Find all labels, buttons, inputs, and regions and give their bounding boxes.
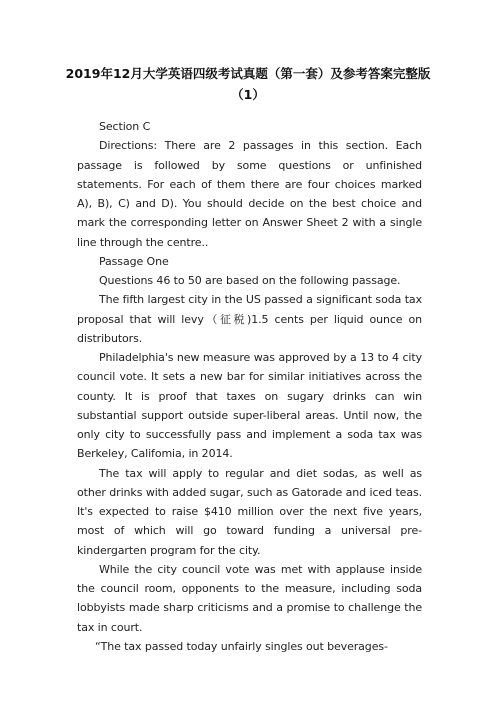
document-body [77,117,422,656]
directions-paragraph: Directions: There are 2 passages in this section. Each passage is followed by some questions or unfinished statements. For each of them there are four choices marked A), B), C) and D). You should decide on the best choice and mark the corresponding letter on Answer Sheet 2 with a single line through the centre.. [77,139,422,249]
section-heading: Section C [99,120,151,133]
passage-paragraph: The tax will apply to regular and diet sodas, as well as other drinks with added sugar, such as Gatorade and iced teas. It's expected to raise $410 million over the next five years, most of which will go toward funding a universal pre-kindergarten program for the city. [77,466,422,557]
passage-paragraph: The fifth largest city in the US passed a significant soda tax proposal that will levy（征税)1.5 cents per liquid ounce on distributors. [77,293,422,345]
questions-note: Questions 46 to 50 are based on the following passage. [99,274,401,287]
document-title: 2019年12月大学英语四级考试真题（第一套）及参考答案完整版（1） [65,66,431,102]
passage-paragraph: While the city council vote was met with applause inside the council room, opponents to the measure, including soda lobbyists made sharp criticisms and a promise to challenge the tax in court. [77,562,422,634]
passage-label: Passage One [99,254,169,268]
passage-paragraph: Philadelphia's new measure was approved by a 13 to 4 city council vote. It sets a new bar for similar initiatives across the county. It is proof that taxes on sugary drinks can win substantial support outside super-liberal areas. Until now, the only city to successfully pass and implement a soda tax was Berkeley, Califomia, in 2014. [77,351,422,461]
passage-paragraph: “The tax passed today unfairly singles out beverages- [95,639,388,653]
